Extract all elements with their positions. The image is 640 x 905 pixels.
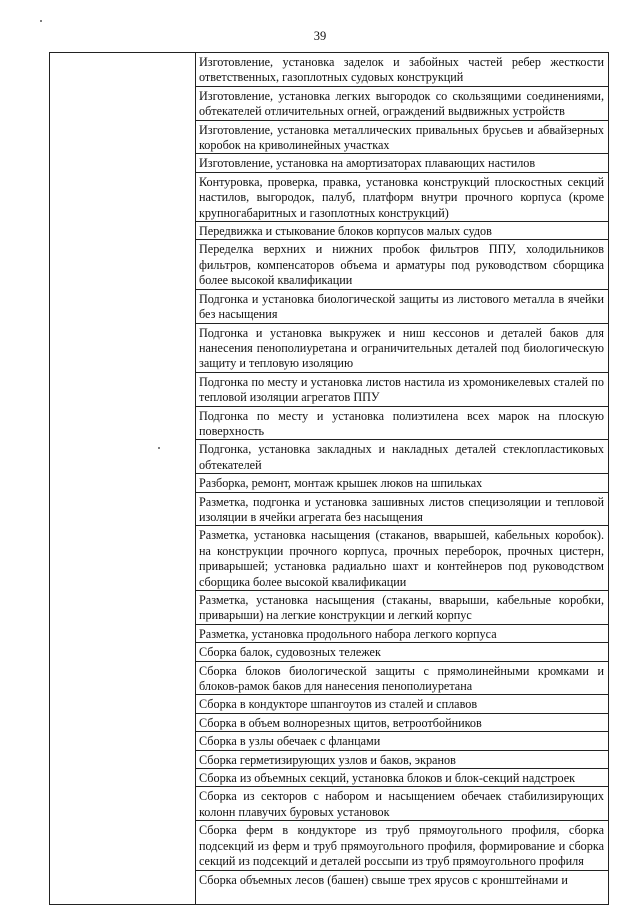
operation-item: Подгонка, установка закладных и накладных деталей стеклопластиковых обтекателей xyxy=(196,440,608,474)
operation-item: Подгонка и установка биологической защиты из листового металла в ячейки без насыщения xyxy=(196,290,608,324)
operation-item: Сборка из объемных секций, установка блоков и блок-секций надстроек xyxy=(196,769,608,787)
operation-item: Разметка, установка насыщения (стаканы, вварыши, кабельные коробки, приварыши) на легкие конструкции и легкий корпус xyxy=(196,591,608,625)
operation-item: Разметка, установка продольного набора легкого корпуса xyxy=(196,625,608,643)
operations-table xyxy=(49,52,609,905)
operation-item: Контуровка, проверка, правка, установка конструкций плоскостных секций настилов, выгородок, палуб, платформ внутри прочного корпуса (кроме крупногабаритных и газоплотных конструкций) xyxy=(196,173,608,222)
operation-item: Сборка из секторов с набором и насыщением обечаек стабилизирующих колонн плавучих буровых установок xyxy=(196,787,608,821)
operation-item: Подгонка по месту и установка листов настила из хромоникелевых сталей по тепловой изоляции агрегатов ППУ xyxy=(196,373,608,407)
scan-speck xyxy=(40,20,42,22)
left-column-cell xyxy=(50,53,196,905)
operation-item: Изготовление, установка легких выгородок со скользящими соединениями, обтекателей отличительных огней, ограждений выдвижных устройств xyxy=(196,87,608,121)
operation-item: Изготовление, установка на амортизаторах плавающих настилов xyxy=(196,154,608,172)
operation-item: Подгонка и установка выкружек и ниш кессонов и деталей баков для нанесения пенополиуретана и ограничительных деталей под биологическую защиту и тепловую изоляцию xyxy=(196,324,608,373)
operation-item: Сборка ферм в кондукторе из труб прямоугольного профиля, сборка подсекций из ферм и труб прямоугольного профиля, формирование и сборка секций из подсекций и деталей россыпи из труб прямоугольного профиля xyxy=(196,821,608,870)
operation-item: Сборка блоков биологической защиты с прямолинейными кромками и блоков-рамок баков для нанесения пенополиуретана xyxy=(196,662,608,696)
operations-list xyxy=(196,53,608,904)
operation-item: Сборка балок, судовозных тележек xyxy=(196,643,608,661)
right-column-cell xyxy=(196,53,609,905)
operation-item: Переделка верхних и нижних пробок фильтров ППУ, холодильников фильтров, компенсаторов объема и арматуры под руководством сборщика более высокой квалификации xyxy=(196,240,608,289)
operation-item: Изготовление, установка металлических привальных брусьев и абвайзерных коробок на криволинейных участках xyxy=(196,121,608,155)
operation-item: Разметка, установка насыщения (стаканов, вварышей, кабельных коробок). на конструкции прочного корпуса, прочных переборок, прочных цистерн, приварышей; установка радиально шахт и контейнеров под руководством сборщика более высокой квалификации xyxy=(196,526,608,591)
operation-item: Передвижка и стыкование блоков корпусов малых судов xyxy=(196,222,608,240)
operation-item: Сборка герметизирующих узлов и баков, экранов xyxy=(196,751,608,769)
page-number: 39 xyxy=(313,29,327,43)
operation-item: Подгонка по месту и установка полиэтилена всех марок на плоскую поверхность xyxy=(196,407,608,441)
operation-item: Сборка в узлы обечаек с фланцами xyxy=(196,732,608,750)
operation-item: Сборка объемных лесов (башен) свыше трех ярусов с кронштейнами и xyxy=(199,872,568,887)
operation-item: Сборка в объем волнорезных щитов, ветроотбойников xyxy=(196,714,608,732)
operation-item: Разборка, ремонт, монтаж крышек люков на шпильках xyxy=(196,474,608,492)
operation-item: Сборка в кондукторе шпангоутов из сталей и сплавов xyxy=(196,695,608,713)
operation-item: Разметка, подгонка и установка зашивных листов специзоляции и тепловой изоляции в ячейки агрегата без насыщения xyxy=(196,493,608,527)
operation-item: Изготовление, установка заделок и забойных частей ребер жесткости ответственных, газоплотных судовых конструкций xyxy=(196,53,608,87)
